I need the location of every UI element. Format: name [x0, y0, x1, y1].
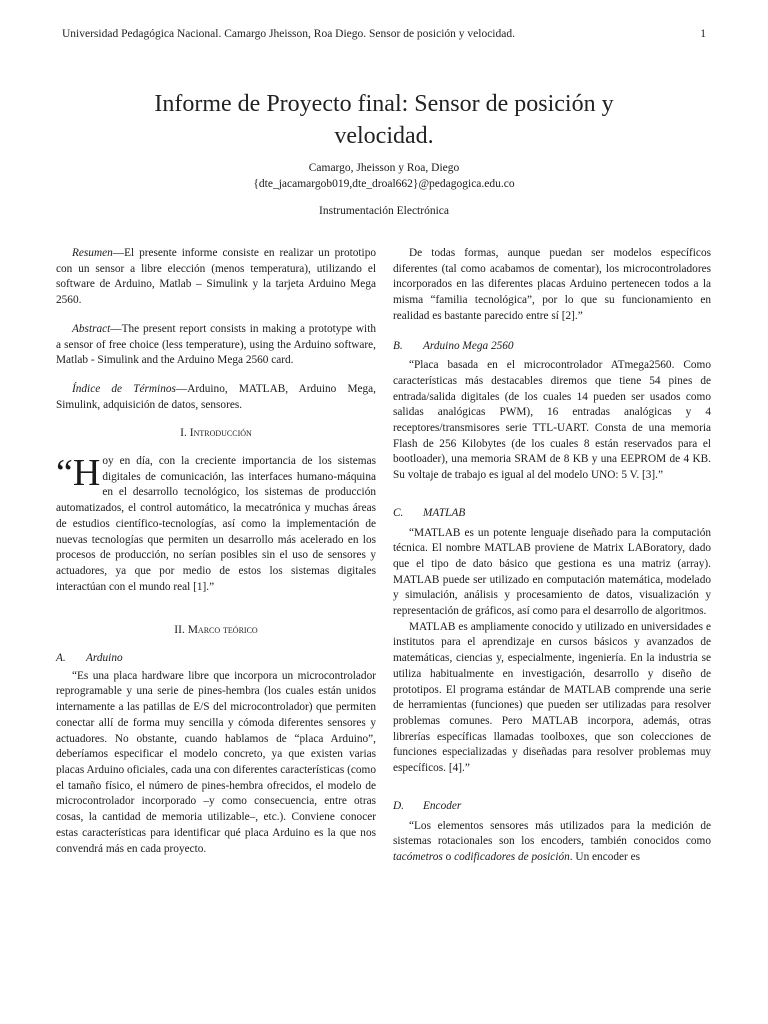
- index-terms-text: —Arduino, MATLAB, Arduino Mega, Simulink, adquisición de datos, sensores.: [56, 382, 376, 411]
- subsection-b-label: B.: [393, 339, 403, 352]
- abstract-text: —The present report consists in making a prototype with a sensor of free choice (less temperature), using the Arduino software, Matlab - Simulink and the Arduino Mega 2560 card.: [56, 322, 376, 367]
- subsection-d-label: D.: [393, 799, 404, 812]
- matlab-paragraph-1: “MATLAB es un potente lenguaje diseñado para la computación técnica. El nombre MATLAB proviene de Matrix LABoratory, dado que el tipo de dato básico que gestiona es una matriz (array). MATLAB puede ser utilizado en computación matemática, modelado y simulación, análisis y procesamiento de datos, visualización y representación de gráficos, así como para el desarrollo de algoritmos.: [393, 526, 711, 618]
- index-terms-paragraph: [56, 382, 376, 413]
- resumen-paragraph: [56, 246, 376, 309]
- title-line-2: velocidad.: [334, 123, 434, 149]
- subsection-matlab-heading: [393, 506, 711, 522]
- encoder-term-2: codificadores de posición: [454, 850, 570, 863]
- intro-paragraph: [56, 454, 376, 595]
- author-emails: {dte_jacamargob019,dte_droal662}@pedagogica.edu.co: [253, 178, 515, 190]
- arduino-paragraph: “Es una placa hardware libre que incorpora un microcontrolador reprogramable y una serie de pines-hembra (los cuales están unidos internamente a las patillas de E/S del microcontrolador) que permiten conectar allí de forma muy sencilla y cómoda diferentes sensores y actuadores. No obstante, cuando hablamos de “placa Arduino”, deberíamos especificar el modelo concreto, ya que existen varias placas Arduino oficiales, cada una con diferentes características (como el tamaño físico, el número de pines-hembra ofrecidos, el modelo de microcontrolador incorporado –y como consecuencia, entre otras cosas, la cantidad de memoria utilizable–, etc.). Conviene conocer estas características para identificar qué placa Arduino es la que nos convendrá más en cada proyecto.: [56, 669, 376, 855]
- intro-dropcap: “H: [56, 452, 101, 495]
- section-introduccion-heading: I. Introducción: [180, 427, 252, 440]
- subsection-c-title: MATLAB: [423, 506, 466, 519]
- encoder-paragraph: [393, 819, 711, 866]
- abstract-paragraph: [56, 322, 376, 369]
- subsection-arduino-heading: [56, 651, 376, 667]
- encoder-text-pre: “Los elementos sensores más utilizados para la medición de sistemas rotacionales son los encoders, también conocidos como: [393, 819, 711, 848]
- running-header: [62, 28, 706, 40]
- subsection-a-label: A.: [56, 652, 66, 665]
- index-terms-label: Índice de Términos: [72, 382, 176, 395]
- encoder-term-1: tacómetros: [393, 850, 443, 863]
- subsection-mega-heading: [393, 339, 711, 355]
- subsection-encoder-heading: [393, 799, 711, 815]
- right-column: [393, 246, 711, 866]
- matlab-paragraph-2: MATLAB es ampliamente conocido y utilizado en universidades e institutos para el aprendizaje en cursos básicos y avanzados de matemáticas, ciencias y, especialmente, ingeniería. En la industria se utiliza habitualmente en investigación, desarrollo y diseño de prototipos. El programa estándar de MATLAB comprende una serie de herramientas (funciones) que pueden ser utilizadas para resolver problemas comunes. Pero MATLAB incorpora, además, otras librerías específicas llamadas toolboxes, que son colecciones de funciones especializadas y diseñadas para resolver problemas muy específicos. [4].”: [393, 620, 711, 775]
- title-line-1: Informe de Proyecto final: Sensor de posición y: [154, 91, 614, 117]
- authors-block: [60, 160, 708, 192]
- left-column: [56, 246, 376, 857]
- running-title: Universidad Pedagógica Nacional. Camargo Jheisson, Roa Diego. Sensor de posición y velocidad.: [62, 28, 515, 40]
- encoder-text-post: . Un encoder es: [569, 850, 641, 863]
- abstract-label: Abstract: [72, 322, 111, 335]
- page-number: 1: [700, 28, 706, 40]
- subsection-a-title: Arduino: [86, 652, 123, 665]
- mega-paragraph: “Placa basada en el microcontrolador ATmega2560. Como características más destacables diremos que tiene 54 pines de entrada/salida digitales (de los cuales 14 pueden ser usados como salidas analógicas PWM), 16 entradas analógicas y 4 receptores/transmisores serie TTL-UART. Consta de una memoria Flash de 256 Kilobytes (de los cuales 8 están reservados para el bootloader), una memoria SRAM de 8 KB y una EEPROM de 4 KB. Su voltaje de trabajo es igual al del modelo UNO: 5 V. [3].”: [393, 359, 711, 482]
- subsection-b-title: Arduino Mega 2560: [423, 339, 514, 352]
- arduino-continued-paragraph: De todas formas, aunque puedan ser modelos específicos diferentes (tal como acabamos de comentar), los microcontroladores incorporados en las diferentes placas Arduino pertenecen todos a la misma “familia tecnológica”, por lo que su funcionamiento en realidad es bastante parecido entre sí [2].”: [393, 247, 711, 322]
- resumen-text: —El presente informe consiste en realizar un prototipo con un sensor a libre elección (menos temperatura), utilizando el software de Arduino, Matlab – Simulink y la tarjeta Arduino Mega 2560.: [56, 247, 376, 307]
- subsection-c-label: C.: [393, 506, 404, 519]
- paper-title: [60, 88, 708, 152]
- section-marco-teorico-heading: II. Marco teórico: [174, 624, 258, 637]
- encoder-text-mid: o: [442, 850, 455, 863]
- author-names: Camargo, Jheisson y Roa, Diego: [308, 162, 460, 174]
- resumen-label: Resumen: [72, 247, 113, 259]
- subsection-d-title: Encoder: [423, 799, 462, 812]
- intro-text: oy en día, con la creciente importancia de los sistemas digitales de comunicación, las interfaces humano-máquina en el desarrollo tecnológico, los sistemas de producción automatizados, el control automático, la mecatrónica y muchas áreas de estudios científico-tecnologías, así como la implementación de nuevas tecnologías que permiten un desarrollo más acelerado en los procesos de producción, no serían posibles sin el uso de sensores y actuadores, ya que por medio de estos los sistemas digitales interactúan con el mundo real [1].”: [56, 455, 376, 593]
- affiliation: Instrumentación Electrónica: [319, 205, 449, 217]
